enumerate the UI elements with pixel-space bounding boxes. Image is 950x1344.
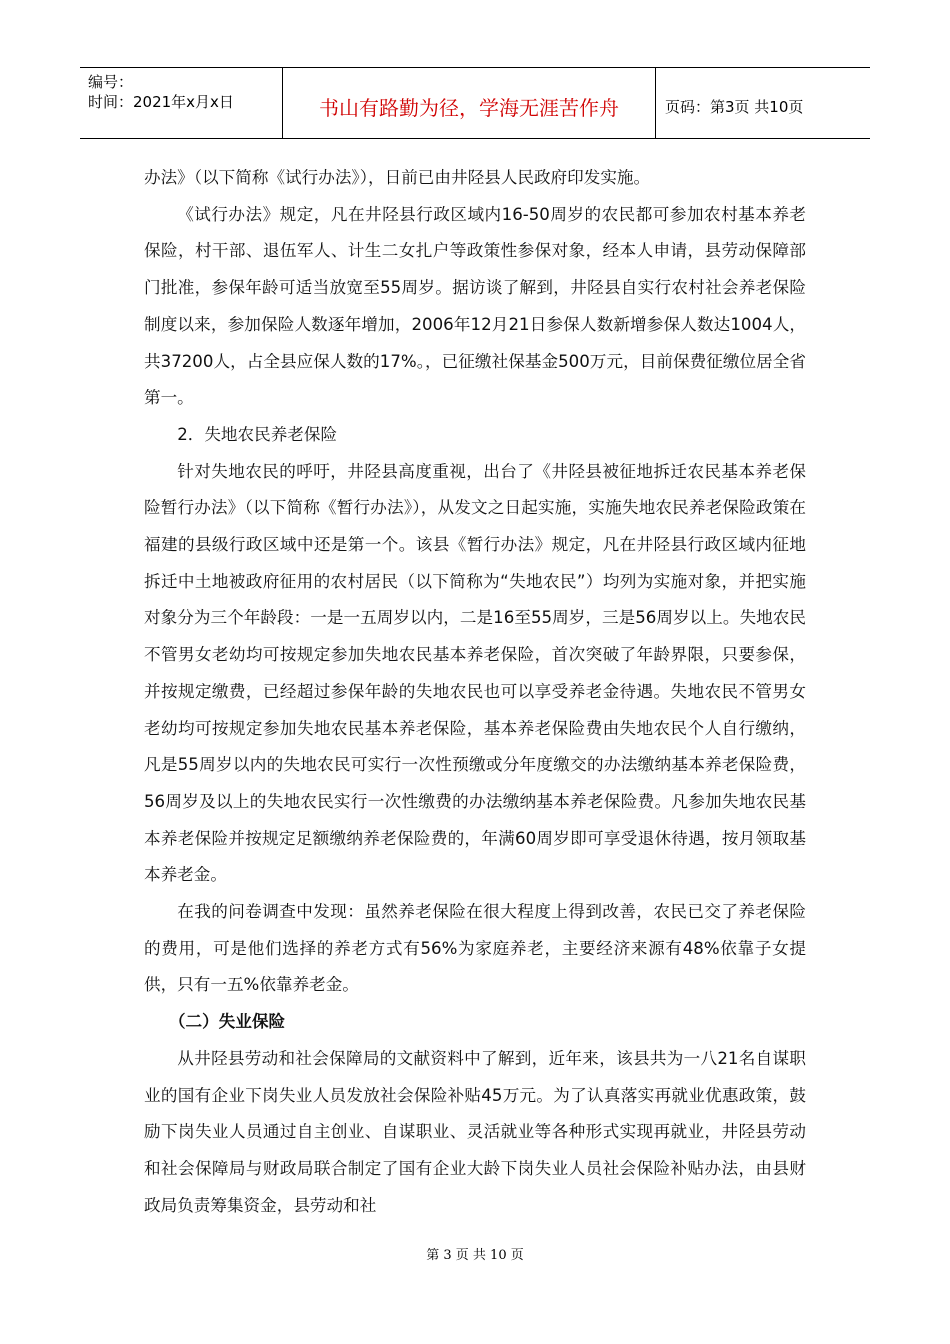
- header-meta: [88, 72, 234, 112]
- header-divider: [655, 68, 656, 138]
- paragraph: 《试行办法》规定，凡在井陉县行政区域内16-50周岁的农民都可参加农村基本养老保险，村干部、退伍军人、计生二女扎户等政策性参保对象，经本人申请，县劳动保障部门批准，参保年龄可适当放宽至55周岁。据访谈了解到，井陉县自实行农村社会养老保险制度以来，参加保险人数逐年增加，2006年12月21日参保人数新增参保人数达1004人，共37200人，占全县应保人数的17%。，已征缴社保基金500万元，目前保费征缴位居全省第一。: [144, 204, 806, 408]
- document-body: [144, 160, 806, 1224]
- document-number-label: 编号：: [88, 73, 134, 91]
- page-footer: 第 3 页 共 10 页: [426, 1248, 524, 1263]
- paragraph: 办法》（以下简称《试行办法》），日前已由井陉县人民政府印发实施。: [144, 168, 651, 187]
- document-time-label: 时间：2021年x月x日: [88, 93, 234, 111]
- section-heading: （二）失业保险: [168, 1012, 286, 1032]
- paragraph: 从井陉县劳动和社会保障局的文献资料中了解到，近年来，该县共为一八21名自谋职业的国有企业下岗失业人员发放社会保险补贴45万元。为了认真落实再就业优惠政策，鼓励下岗失业人员通过自主创业、自谋职业、灵活就业等各种形式实现再就业，井陉县劳动和社会保障局与财政局联合制定了国有企业大龄下岗失业人员社会保险补贴办法，由县财政局负责筹集资金，县劳动和社: [144, 1048, 806, 1215]
- page-header: [80, 67, 870, 139]
- paragraph: 在我的问卷调查中发现：虽然养老保险在很大程度上得到改善，农民已交了养老保险的费用，可是他们选择的养老方式有56%为家庭养老，主要经济来源有48%依靠子女提供，只有一五%依靠养老金。: [144, 902, 806, 995]
- section-heading: 2．失地农民养老保险: [177, 424, 338, 444]
- header-page-info: 页码：第3页 共10页: [665, 97, 804, 116]
- paragraph: 针对失地农民的呼吁，井陉县高度重视，出台了《井陉县被征地拆迁农民基本养老保险暂行办法》（以下简称《暂行办法》），从发文之日起实施，实施失地农民养老保险政策在福建的县级行政区域中还是第一个。该县《暂行办法》规定，凡在井陉县行政区域内征地拆迁中土地被政府征用的农村居民（以下简称为“失地农民”）均列为实施对象，并把实施对象分为三个年龄段：一是一五周岁以内，二是16至55周岁，三是56周岁以上。失地农民不管男女老幼均可按规定参加失地农民基本养老保险，首次突破了年龄界限，只要参保，并按规定缴费，已经超过参保年龄的失地农民也可以享受养老金待遇。失地农民不管男女老幼均可按规定参加失地农民基本养老保险，基本养老保险费由失地农民个人自行缴纳，凡是55周岁以内的失地农民可实行一次性预缴或分年度缴交的办法缴纳基本养老保险费，56周岁及以上的失地农民实行一次性缴费的办法缴纳基本养老保险费。凡参加失地农民基本养老保险并按规定足额缴纳养老保险费的，年满60周岁即可享受退休待遇，按月领取基本养老金。: [144, 461, 806, 885]
- header-motto: 书山有路勤为径，学海无涯苦作舟: [319, 95, 619, 120]
